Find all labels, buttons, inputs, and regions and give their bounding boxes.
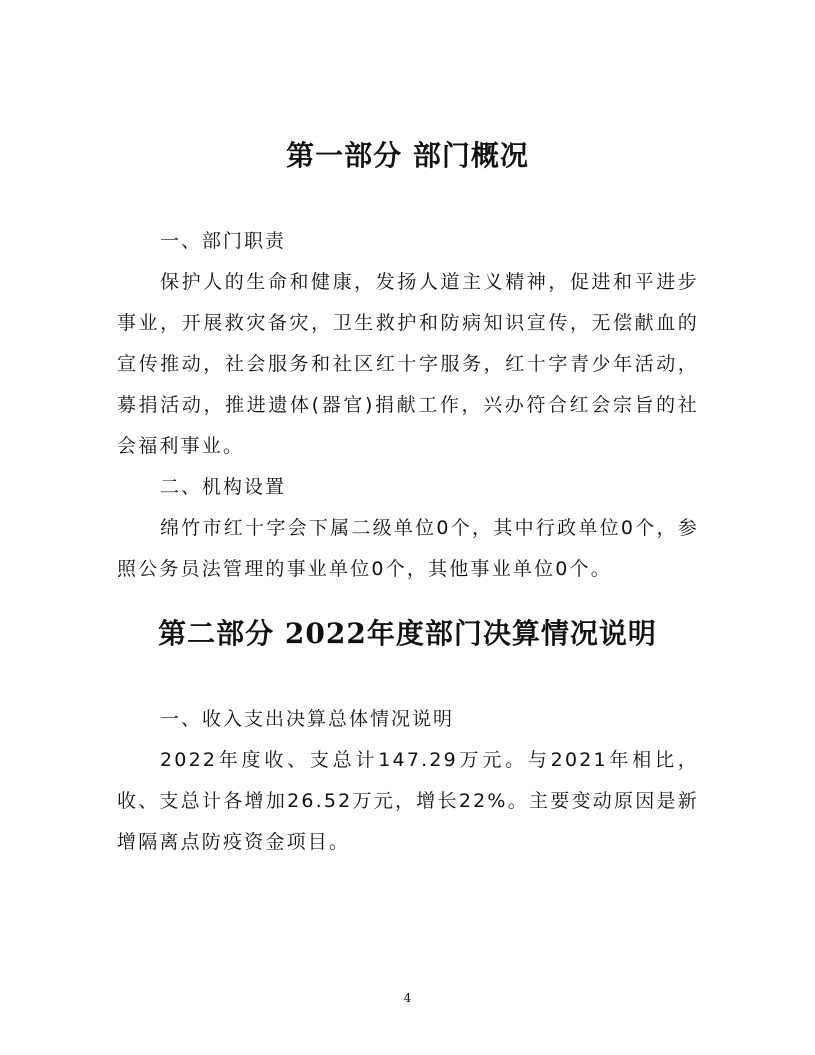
part1-section2-heading: 二、机构设置 xyxy=(160,476,287,498)
part1-section1-heading: 一、部门职责 xyxy=(160,230,287,252)
part1-section1-body: 保护人的生命和健康，发扬人道主义精神，促进和平进步事业，开展救灾备灾，卫生救护和防病知识宣传，无偿献血的宣传推动，社会服务和社区红十字服务，红十字青少年活动，募捐活动，推进遗体(器官)捐献工作，兴办符合红会宗旨的社会福利事业。 xyxy=(117,271,699,457)
part2-section1-body: 2022年度收、支总计147.29万元。与2021年相比，收、支总计各增加26.52万元，增长22%。主要变动原因是新增隔离点防疫资金项目。 xyxy=(117,749,699,853)
part1-title: 第一部分 部门概况 xyxy=(286,139,529,172)
part1-section2-body: 绵竹市红十字会下属二级单位0个，其中行政单位0个，参照公务员法管理的事业单位0个，其他事业单位0个。 xyxy=(117,517,699,580)
part2-title: 第二部分 2022年度部门决算情况说明 xyxy=(158,617,657,650)
page-number: 4 xyxy=(403,991,412,1005)
part2-section1-heading: 一、收入支出决算总体情况说明 xyxy=(160,708,455,730)
